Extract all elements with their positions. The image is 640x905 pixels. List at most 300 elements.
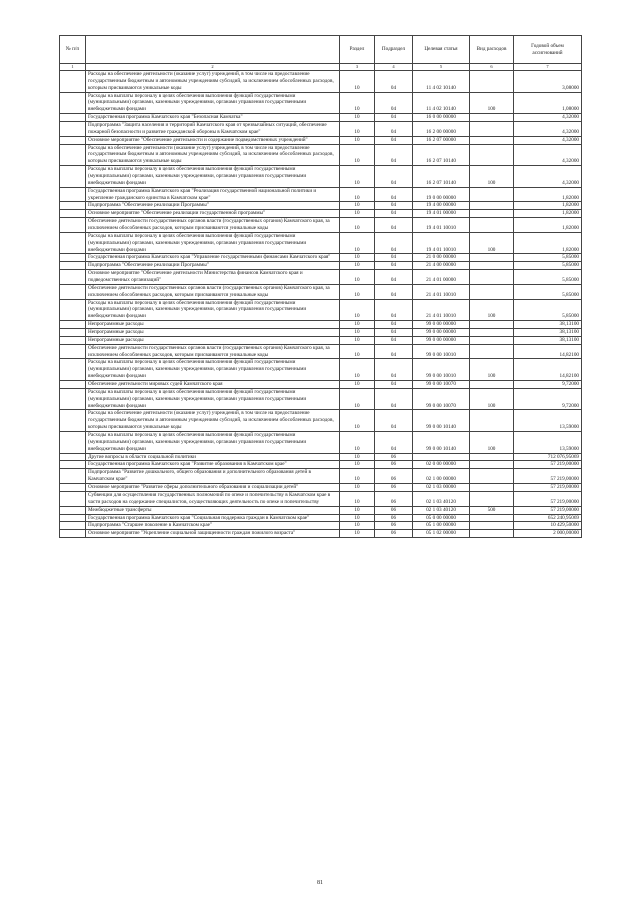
cell-name: Обеспечение деятельности государственных органов власти (государственных органов) Камчатского края, за исключением обособленных расходов, которым присваиваются уникальные коды <box>86 284 340 299</box>
cell-name: Расходы на выплаты персоналу в целях обеспечения выполнения функций государственными (муниципальными) органами, казенными учреждениями, органами управления государственными внебюджетными фондами <box>86 92 340 114</box>
cell-num <box>60 388 86 410</box>
cell-podrazdel: 04 <box>375 359 413 381</box>
table-row <box>60 484 582 492</box>
cell-num <box>60 329 86 337</box>
table-row <box>60 359 582 381</box>
table-row <box>60 522 582 530</box>
cell-vid <box>470 469 514 484</box>
cell-razdel: 10 <box>340 461 375 469</box>
col-index: 7 <box>514 64 582 71</box>
cell-podrazdel: 04 <box>375 284 413 299</box>
cell-vid: 100 <box>470 299 514 321</box>
cell-sum: 9,72000 <box>514 381 582 389</box>
cell-name: Подпрограмма "Обеспечение реализации Программы" <box>86 262 340 270</box>
cell-razdel: 10 <box>340 284 375 299</box>
cell-sum: 652 240,95069 <box>514 514 582 522</box>
cell-target: 19 0 00 00000 <box>413 187 470 202</box>
table-row <box>60 144 582 166</box>
cell-podrazdel: 04 <box>375 262 413 270</box>
cell-target: 19 4 01 10010 <box>413 218 470 233</box>
cell-razdel: 10 <box>340 254 375 262</box>
cell-num <box>60 522 86 530</box>
table-row <box>60 344 582 359</box>
cell-razdel: 10 <box>340 506 375 514</box>
table-row <box>60 491 582 506</box>
cell-name: Обеспечение деятельности государственных органов власти (государственных органов) Камчатского края, за исключением обособленных расходов, которым присваиваются уникальные коды <box>86 344 340 359</box>
cell-num <box>60 514 86 522</box>
cell-name: Государственная программа Камчатского края "Социальная поддержка граждан в Камчатском крае" <box>86 514 340 522</box>
cell-razdel: 10 <box>340 388 375 410</box>
cell-num <box>60 144 86 166</box>
cell-target: 16 0 00 00000 <box>413 114 470 122</box>
cell-sum: 4,32000 <box>514 114 582 122</box>
cell-sum: 57 219,00000 <box>514 469 582 484</box>
cell-num <box>60 187 86 202</box>
cell-sum: 1,82000 <box>514 202 582 210</box>
cell-name: Основное мероприятие "Развитие сферы дополнительного образования и социализации детей" <box>86 484 340 492</box>
table-row <box>60 166 582 188</box>
cell-num <box>60 136 86 144</box>
cell-num <box>60 469 86 484</box>
table-row <box>60 218 582 233</box>
cell-razdel: 10 <box>340 218 375 233</box>
cell-podrazdel: 04 <box>375 70 413 92</box>
table-row <box>60 92 582 114</box>
cell-target: 99 0 00 00000 <box>413 321 470 329</box>
cell-vid <box>470 270 514 285</box>
cell-num <box>60 284 86 299</box>
header-razdel: Раздел <box>340 36 375 64</box>
cell-name: Другие вопросы в области социальной политики <box>86 453 340 461</box>
table-row <box>60 321 582 329</box>
cell-sum: 13,59000 <box>514 410 582 432</box>
cell-target: 99 0 00 10010 <box>413 359 470 381</box>
page-number: 81 <box>317 880 323 886</box>
cell-razdel: 10 <box>340 232 375 254</box>
cell-sum: 5,85000 <box>514 254 582 262</box>
cell-podrazdel: 04 <box>375 381 413 389</box>
cell-num <box>60 321 86 329</box>
cell-target: 05 1 02 00000 <box>413 530 470 538</box>
cell-sum: 1,82000 <box>514 187 582 202</box>
table-row <box>60 121 582 136</box>
cell-sum: 1,82000 <box>514 210 582 218</box>
cell-target: 99 0 00 10070 <box>413 381 470 389</box>
cell-podrazdel: 04 <box>375 92 413 114</box>
cell-name: Основное мероприятие "Обеспечение деятельности Министерства финансов Камчатского края и подведомственных организаций" <box>86 270 340 285</box>
cell-vid <box>470 218 514 233</box>
cell-sum: 1,82000 <box>514 232 582 254</box>
cell-podrazdel: 04 <box>375 344 413 359</box>
cell-sum: 13,59000 <box>514 432 582 454</box>
cell-vid <box>470 284 514 299</box>
column-index-row <box>60 64 582 71</box>
cell-vid <box>470 136 514 144</box>
header-num: № п/п <box>60 36 86 64</box>
cell-podrazdel: 04 <box>375 218 413 233</box>
col-index: 2 <box>86 64 340 71</box>
cell-vid <box>470 262 514 270</box>
cell-vid <box>470 381 514 389</box>
cell-name: Расходы на выплаты персоналу в целях обеспечения выполнения функций государственными (муниципальными) органами, казенными учреждениями, органами управления государственными внебюджетными фондами <box>86 166 340 188</box>
cell-target: 21 4 00 00000 <box>413 262 470 270</box>
cell-razdel: 10 <box>340 210 375 218</box>
cell-name: Государственная программа Камчатского края "Реализация государственной национальной политики и укрепление гражданского единства в Камчатском крае" <box>86 187 340 202</box>
cell-sum: 4,32000 <box>514 121 582 136</box>
cell-target: 21 4 01 00000 <box>413 270 470 285</box>
cell-vid <box>470 484 514 492</box>
cell-razdel: 10 <box>340 70 375 92</box>
cell-podrazdel: 04 <box>375 336 413 344</box>
cell-target: 99 0 00 00000 <box>413 329 470 337</box>
cell-sum: 1,82000 <box>514 218 582 233</box>
cell-num <box>60 461 86 469</box>
cell-vid: 100 <box>470 388 514 410</box>
table-row <box>60 461 582 469</box>
cell-sum: 5,85000 <box>514 262 582 270</box>
cell-target: 02 1 03 00000 <box>413 484 470 492</box>
header-vid: Вид расходов <box>470 36 514 64</box>
cell-sum: 10 429,50000 <box>514 522 582 530</box>
cell-razdel: 10 <box>340 491 375 506</box>
cell-podrazdel: 06 <box>375 453 413 461</box>
cell-name: Основное мероприятие "Укрепление социальной защищенности граждан пожилого возраста" <box>86 530 340 538</box>
cell-target: 19 4 01 00000 <box>413 210 470 218</box>
cell-target: 99 0 00 00000 <box>413 336 470 344</box>
cell-podrazdel: 04 <box>375 388 413 410</box>
cell-razdel: 10 <box>340 344 375 359</box>
cell-sum: 14,82100 <box>514 344 582 359</box>
cell-vid <box>470 70 514 92</box>
table-row <box>60 210 582 218</box>
cell-target: 11 4 02 10140 <box>413 92 470 114</box>
table-row <box>60 530 582 538</box>
table-row <box>60 270 582 285</box>
cell-podrazdel: 04 <box>375 299 413 321</box>
col-index: 3 <box>340 64 375 71</box>
cell-razdel: 10 <box>340 381 375 389</box>
cell-vid: 100 <box>470 432 514 454</box>
header-target: Целевая статья <box>413 36 470 64</box>
cell-podrazdel: 04 <box>375 114 413 122</box>
cell-num <box>60 232 86 254</box>
budget-table-sheet <box>59 35 581 538</box>
cell-num <box>60 491 86 506</box>
cell-razdel: 10 <box>340 522 375 530</box>
cell-target: 02 0 00 00000 <box>413 461 470 469</box>
table-row <box>60 299 582 321</box>
cell-name: Непрограммные расходы <box>86 336 340 344</box>
cell-podrazdel: 04 <box>375 410 413 432</box>
cell-target <box>413 453 470 461</box>
cell-num <box>60 359 86 381</box>
cell-podrazdel: 04 <box>375 202 413 210</box>
cell-razdel: 10 <box>340 92 375 114</box>
cell-target: 02 1 03 40120 <box>413 506 470 514</box>
cell-vid: 100 <box>470 92 514 114</box>
cell-razdel: 10 <box>340 166 375 188</box>
col-index: 5 <box>413 64 470 71</box>
table-row <box>60 453 582 461</box>
cell-num <box>60 299 86 321</box>
cell-vid <box>470 530 514 538</box>
cell-razdel: 10 <box>340 270 375 285</box>
cell-razdel: 10 <box>340 262 375 270</box>
cell-num <box>60 218 86 233</box>
header-sum: Годовой объем ассигнований <box>514 36 582 64</box>
cell-vid <box>470 344 514 359</box>
table-row <box>60 284 582 299</box>
cell-name: Расходы на выплаты персоналу в целях обеспечения выполнения функций государственными (муниципальными) органами, казенными учреждениями, органами управления государственными внебюджетными фондами <box>86 232 340 254</box>
cell-sum: 712 076,95069 <box>514 453 582 461</box>
table-row <box>60 381 582 389</box>
cell-name: Расходы на обеспечение деятельности (оказание услуг) учреждений, в том числе на предоставление государственным бюджетным и автономным учреждениям субсидий, за исключением обособленных расходов, которым присваиваются уникальные коды <box>86 144 340 166</box>
cell-name: Государственная программа Камчатского края "Развитие образования в Камчатском крае" <box>86 461 340 469</box>
cell-name: Подпрограмма "Старшее поколение в Камчатском крае" <box>86 522 340 530</box>
cell-target: 21 4 01 10010 <box>413 284 470 299</box>
table-row <box>60 114 582 122</box>
cell-name: Государственная программа Камчатского края "Управление государственными финансами Камчатского края" <box>86 254 340 262</box>
cell-sum: 57 219,00000 <box>514 506 582 514</box>
cell-num <box>60 202 86 210</box>
cell-name: Обеспечение деятельности государственных органов власти (государственных органов) Камчатского края, за исключением обособленных расходов, которым присваиваются уникальные коды <box>86 218 340 233</box>
cell-vid <box>470 254 514 262</box>
cell-name: Субвенции для осуществления государственных полномочий по опеке и попечительству в Камчатском крае в части расходов на содержание специалистов, осуществляющих деятельность по опеке и попечительству <box>86 491 340 506</box>
cell-num <box>60 254 86 262</box>
cell-razdel: 10 <box>340 321 375 329</box>
cell-vid <box>470 144 514 166</box>
cell-podrazdel: 04 <box>375 432 413 454</box>
cell-razdel: 10 <box>340 432 375 454</box>
cell-num <box>60 70 86 92</box>
table-row <box>60 388 582 410</box>
cell-sum: 5,85000 <box>514 299 582 321</box>
budget-table <box>59 35 582 538</box>
cell-sum: 38,13100 <box>514 329 582 337</box>
cell-podrazdel: 04 <box>375 254 413 262</box>
cell-sum: 5,85000 <box>514 284 582 299</box>
cell-target: 19 4 00 00000 <box>413 202 470 210</box>
cell-vid <box>470 522 514 530</box>
cell-sum: 2 000,00000 <box>514 530 582 538</box>
cell-name: Подпрограмма "Защита населения и территорий Камчатского края от чрезвычайных ситуаций, обеспечение пожарной безопасности и развитие гражданской обороны в Камчатском крае" <box>86 121 340 136</box>
cell-vid: 100 <box>470 359 514 381</box>
cell-razdel: 10 <box>340 453 375 461</box>
cell-podrazdel: 04 <box>375 321 413 329</box>
cell-podrazdel: 04 <box>375 270 413 285</box>
cell-razdel: 10 <box>340 144 375 166</box>
cell-target: 16 2 07 10140 <box>413 166 470 188</box>
cell-sum: 1,08000 <box>514 92 582 114</box>
table-row <box>60 70 582 92</box>
cell-podrazdel: 04 <box>375 329 413 337</box>
cell-podrazdel: 04 <box>375 121 413 136</box>
cell-razdel: 10 <box>340 359 375 381</box>
cell-target: 05 0 00 00000 <box>413 514 470 522</box>
cell-vid <box>470 336 514 344</box>
cell-vid <box>470 491 514 506</box>
table-row <box>60 232 582 254</box>
cell-sum: 3,08000 <box>514 70 582 92</box>
table-row <box>60 202 582 210</box>
cell-num <box>60 92 86 114</box>
cell-podrazdel: 04 <box>375 136 413 144</box>
cell-vid: 100 <box>470 232 514 254</box>
table-row <box>60 262 582 270</box>
cell-target: 21 0 00 00000 <box>413 254 470 262</box>
col-index: 6 <box>470 64 514 71</box>
cell-name: Основное мероприятие "Обеспечение деятельности и содержание подведомственных учреждений" <box>86 136 340 144</box>
cell-num <box>60 506 86 514</box>
cell-target: 11 4 02 10140 <box>413 70 470 92</box>
cell-vid <box>470 514 514 522</box>
cell-name: Непрограммные расходы <box>86 321 340 329</box>
cell-sum: 9,72000 <box>514 388 582 410</box>
cell-target: 19 4 01 10010 <box>413 232 470 254</box>
cell-razdel: 10 <box>340 202 375 210</box>
cell-name: Расходы на выплаты персоналу в целях обеспечения выполнения функций государственными (муниципальными) органами, казенными учреждениями, органами управления государственными внебюджетными фондами <box>86 359 340 381</box>
cell-num <box>60 336 86 344</box>
cell-razdel: 10 <box>340 299 375 321</box>
cell-sum: 38,13100 <box>514 336 582 344</box>
cell-num <box>60 344 86 359</box>
cell-target: 99 0 00 10070 <box>413 388 470 410</box>
table-row <box>60 469 582 484</box>
cell-name: Подпрограмма "Развитие дошкольного, общего образования и дополнительного образования детей в Камчатском крае" <box>86 469 340 484</box>
cell-name: Обеспечение деятельности мировых судей Камчатского края <box>86 381 340 389</box>
cell-podrazdel: 04 <box>375 166 413 188</box>
table-row <box>60 514 582 522</box>
cell-podrazdel: 06 <box>375 469 413 484</box>
table-row <box>60 187 582 202</box>
cell-podrazdel: 04 <box>375 187 413 202</box>
cell-num <box>60 381 86 389</box>
cell-podrazdel: 06 <box>375 514 413 522</box>
cell-razdel: 10 <box>340 530 375 538</box>
table-row <box>60 432 582 454</box>
cell-razdel: 10 <box>340 336 375 344</box>
cell-num <box>60 530 86 538</box>
table-row <box>60 336 582 344</box>
cell-vid <box>470 202 514 210</box>
cell-podrazdel: 06 <box>375 484 413 492</box>
cell-podrazdel: 06 <box>375 461 413 469</box>
cell-target: 05 1 00 00000 <box>413 522 470 530</box>
cell-num <box>60 166 86 188</box>
cell-podrazdel: 06 <box>375 506 413 514</box>
cell-podrazdel: 04 <box>375 210 413 218</box>
cell-razdel: 10 <box>340 329 375 337</box>
cell-podrazdel: 04 <box>375 144 413 166</box>
cell-sum: 5,85000 <box>514 270 582 285</box>
cell-razdel: 10 <box>340 514 375 522</box>
cell-name: Непрограммные расходы <box>86 329 340 337</box>
cell-vid <box>470 210 514 218</box>
cell-num <box>60 453 86 461</box>
cell-podrazdel: 06 <box>375 491 413 506</box>
cell-target: 16 2 07 10140 <box>413 144 470 166</box>
cell-target: 99 0 00 10010 <box>413 344 470 359</box>
cell-name: Расходы на выплаты персоналу в целях обеспечения выполнения функций государственными (муниципальными) органами, казенными учреждениями, органами управления государственными внебюджетными фондами <box>86 388 340 410</box>
table-row <box>60 329 582 337</box>
cell-num <box>60 121 86 136</box>
cell-sum: 57 219,00000 <box>514 484 582 492</box>
cell-razdel: 10 <box>340 469 375 484</box>
cell-num <box>60 270 86 285</box>
cell-num <box>60 262 86 270</box>
table-header-row <box>60 36 582 64</box>
cell-num <box>60 114 86 122</box>
cell-vid <box>470 187 514 202</box>
cell-razdel: 10 <box>340 114 375 122</box>
cell-num <box>60 410 86 432</box>
cell-podrazdel: 06 <box>375 530 413 538</box>
cell-target: 02 1 00 00000 <box>413 469 470 484</box>
header-podrazdel: Подраздел <box>375 36 413 64</box>
cell-name: Подпрограмма "Обеспечение реализации Программы" <box>86 202 340 210</box>
cell-name: Межбюджетные трансферты <box>86 506 340 514</box>
cell-name: Расходы на обеспечение деятельности (оказание услуг) учреждений, в том числе на предоставление государственным бюджетным и автономным учреждениям субсидий, за исключением обособленных расходов, которым присваиваются уникальные коды <box>86 410 340 432</box>
cell-sum: 4,32000 <box>514 144 582 166</box>
cell-vid <box>470 121 514 136</box>
cell-target: 21 4 01 10010 <box>413 299 470 321</box>
cell-vid: 500 <box>470 506 514 514</box>
cell-podrazdel: 04 <box>375 232 413 254</box>
cell-name: Государственная программа Камчатского края "Безопасная Камчатка" <box>86 114 340 122</box>
cell-sum: 57 219,00000 <box>514 491 582 506</box>
cell-vid <box>470 321 514 329</box>
cell-vid <box>470 461 514 469</box>
cell-num <box>60 484 86 492</box>
cell-vid <box>470 453 514 461</box>
cell-num <box>60 432 86 454</box>
cell-num <box>60 210 86 218</box>
cell-vid <box>470 114 514 122</box>
cell-vid <box>470 410 514 432</box>
header-name <box>86 36 340 64</box>
table-row <box>60 506 582 514</box>
cell-name: Основное мероприятие "Обеспечение реализации государственной программы" <box>86 210 340 218</box>
cell-sum: 57 219,00000 <box>514 461 582 469</box>
col-index: 1 <box>60 64 86 71</box>
cell-razdel: 10 <box>340 136 375 144</box>
cell-target: 16 2 07 00000 <box>413 136 470 144</box>
cell-target: 99 0 00 10140 <box>413 410 470 432</box>
cell-razdel: 10 <box>340 121 375 136</box>
table-row <box>60 136 582 144</box>
table-row <box>60 254 582 262</box>
cell-target: 02 1 03 40120 <box>413 491 470 506</box>
cell-target: 99 0 00 10140 <box>413 432 470 454</box>
cell-vid <box>470 329 514 337</box>
cell-razdel: 10 <box>340 484 375 492</box>
cell-razdel: 10 <box>340 187 375 202</box>
cell-name: Расходы на обеспечение деятельности (оказание услуг) учреждений, в том числе на предоставление государственным бюджетным и автономным учреждениям субсидий, за исключением обособленных расходов, которым присваиваются уникальные коды <box>86 70 340 92</box>
cell-name: Расходы на выплаты персоналу в целях обеспечения выполнения функций государственными (муниципальными) органами, казенными учреждениями, органами управления государственными внебюджетными фондами <box>86 432 340 454</box>
cell-podrazdel: 06 <box>375 522 413 530</box>
table-row <box>60 410 582 432</box>
table-body <box>60 70 582 537</box>
cell-sum: 4,32000 <box>514 136 582 144</box>
cell-name: Расходы на выплаты персоналу в целях обеспечения выполнения функций государственными (муниципальными) органами, казенными учреждениями, органами управления государственными внебюджетными фондами <box>86 299 340 321</box>
cell-razdel: 10 <box>340 410 375 432</box>
cell-sum: 4,32000 <box>514 166 582 188</box>
cell-target: 16 2 00 00000 <box>413 121 470 136</box>
col-index: 4 <box>375 64 413 71</box>
cell-sum: 14,82100 <box>514 359 582 381</box>
cell-vid: 100 <box>470 166 514 188</box>
cell-sum: 38,13100 <box>514 321 582 329</box>
